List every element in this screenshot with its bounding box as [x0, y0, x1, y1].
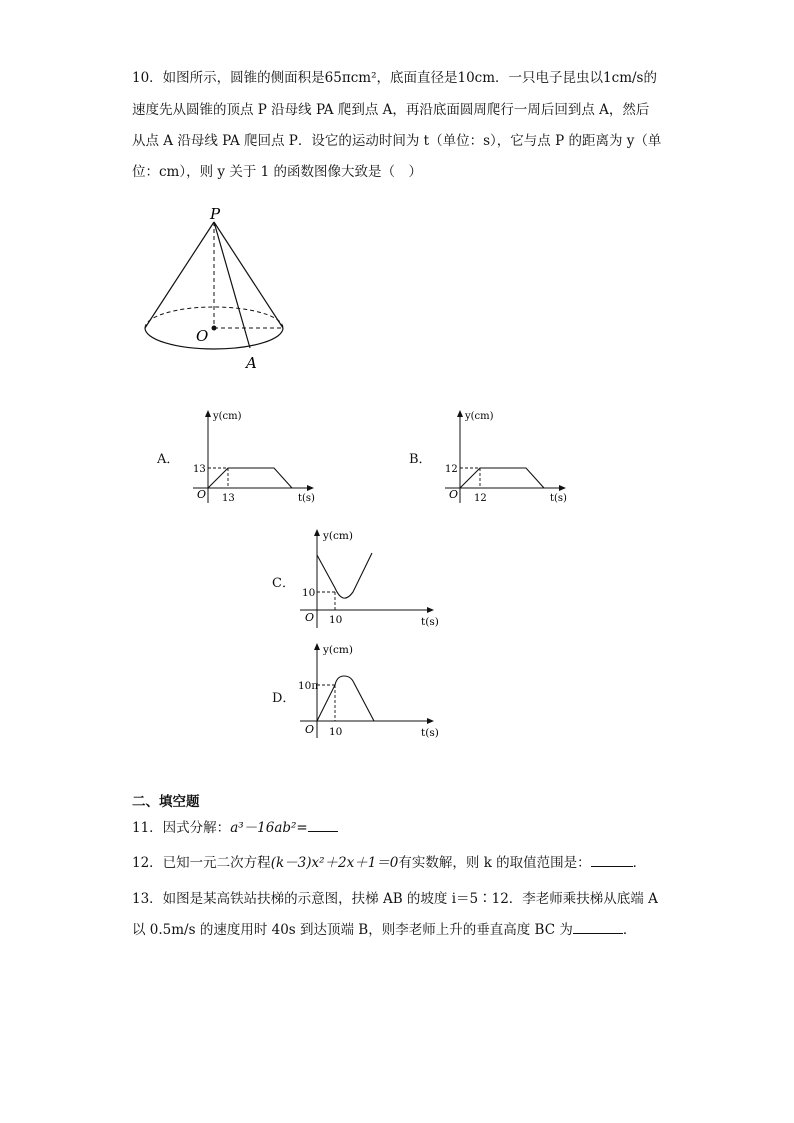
option-d-x-tick: 10 [329, 726, 343, 738]
q13-answer-blank[interactable] [573, 921, 623, 934]
q13-end: ． [622, 922, 637, 938]
option-b-label: B． [409, 452, 432, 467]
q12 [132, 851, 646, 871]
option-d-y-tick: 10π [298, 680, 319, 692]
option-d-x-axis-label: t(s) [421, 727, 439, 739]
option-b-origin: O [449, 488, 459, 501]
q13-line-1: 13．如图是某高铁站扶梯的示意图，扶梯 AB 的坡度 i＝5∶12．李老师乘扶梯从底端 A [132, 891, 658, 907]
q11 [132, 816, 338, 836]
q11-answer-blank[interactable] [308, 819, 338, 832]
q10-line-1: 10．如图所示，圆锥的侧面积是65πcm²，底面直径是10cm．一只电子昆虫以1cm/s的 [132, 70, 657, 86]
cone-base-point-label: A [246, 354, 257, 372]
q12-end: ． [632, 855, 647, 871]
cone-figure [140, 200, 300, 380]
option-c-x-tick: 10 [329, 614, 343, 626]
section-2-heading: 二、填空题 [132, 794, 200, 810]
option-a-x-tick: 13 [222, 493, 235, 504]
option-a-label: A． [157, 452, 180, 467]
option-b-y-axis-label: y(cm) [465, 411, 494, 422]
q13-line-2 [132, 918, 636, 938]
option-a-x-axis-label: t(s) [298, 493, 315, 504]
q13-line-2-text: 以 0.5m/s 的速度用时 40s 到达顶端 B，则李老师上升的垂直高度 BC 为 [132, 922, 573, 938]
option-b-x-axis-label: t(s) [550, 493, 567, 504]
option-d-origin: O [305, 723, 315, 736]
option-b-y-tick: 12 [445, 464, 458, 475]
option-d-y-axis-label: y(cm) [323, 644, 353, 656]
option-d-graph [297, 638, 447, 743]
q12-suffix: 有实数解，则 k 的取值范围是： [398, 855, 591, 871]
q12-answer-blank[interactable] [591, 854, 633, 867]
option-c-graph [297, 520, 447, 632]
q10-line-4: 位：cm），则 y 关于 1 的函数图像大致是（ ） [132, 164, 422, 180]
cone-center-label: O [196, 327, 209, 345]
q11-prefix: 11．因式分解： [132, 820, 231, 836]
option-a-y-axis-label: y(cm) [213, 411, 242, 422]
option-c-y-axis-label: y(cm) [323, 530, 353, 542]
q10-line-3: 从点 A 沿母线 PA 爬回点 P．设它的运动时间为 t（单位：s），它与点 P 的距离为 y（单 [132, 133, 662, 149]
option-a-y-tick: 13 [193, 464, 206, 475]
q11-expression: a³－16ab²= [230, 820, 308, 836]
option-a-graph [188, 405, 328, 505]
option-c-label: C． [272, 576, 295, 591]
option-a-origin: O [197, 488, 207, 501]
q12-equation: (k－3)x²＋2x＋1＝0 [270, 855, 399, 871]
option-b-x-tick: 12 [474, 493, 487, 504]
option-c-x-axis-label: t(s) [421, 616, 439, 628]
option-b-graph [440, 405, 580, 505]
q12-prefix: 12．已知一元二次方程 [132, 855, 271, 871]
q10-line-2: 速度先从圆锥的顶点 P 沿母线 PA 爬到点 A，再沿底面圆周爬行一周后回到点 A，然后 [132, 102, 650, 118]
option-d-label: D． [272, 691, 296, 706]
option-c-origin: O [305, 611, 315, 624]
cone-apex-label: P [210, 205, 221, 223]
option-c-y-tick: 10 [302, 587, 316, 599]
